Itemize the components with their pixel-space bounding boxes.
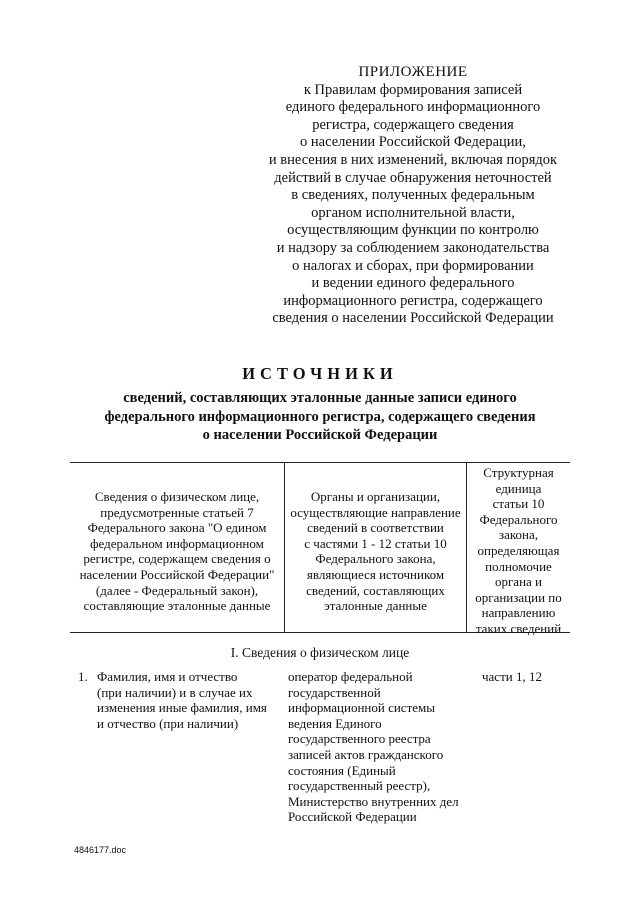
header-line: составляющие эталонные данные xyxy=(83,598,271,614)
header-line: сведений, составляющих xyxy=(306,582,445,598)
header-line: закона, xyxy=(498,527,539,543)
cell-line: ведения Единого xyxy=(288,715,382,731)
appendix-line: о населении Российской Федерации, xyxy=(300,134,526,151)
cell-line: Министерство внутренних дел xyxy=(288,793,459,809)
subtitle-line: о населении Российской Федерации xyxy=(202,427,438,443)
cell-line: состояния (Единый xyxy=(288,762,396,778)
row-info xyxy=(97,669,282,731)
cell-line: оператор федеральной xyxy=(288,669,413,684)
appendix-block xyxy=(246,64,580,328)
cell-line: (при наличии) и в случае их xyxy=(97,684,253,700)
header-line: Федерального закона "О едином xyxy=(87,520,267,536)
header-line: (далее - Федеральный закон), xyxy=(95,582,259,598)
header-line: осуществляющие направление xyxy=(290,504,461,520)
appendix-line: органом исполнительной власти, xyxy=(311,204,515,221)
appendix-line: информационного регистра, содержащего xyxy=(283,292,543,309)
column-header-info xyxy=(70,489,284,614)
cell-line: государственный реестр), xyxy=(288,778,431,794)
cell-line: Фамилия, имя и отчество xyxy=(97,669,238,684)
header-line: определяющая xyxy=(477,542,560,558)
appendix-line: осуществляющим функции по контролю xyxy=(287,222,539,239)
table-top-rule xyxy=(70,462,570,463)
header-line: с частями 1 - 12 статьи 10 xyxy=(304,535,447,551)
appendix-line: в сведениях, полученных федеральным xyxy=(291,187,535,204)
header-line: эталонные данные xyxy=(324,598,427,614)
header-line: таких сведений xyxy=(475,620,562,636)
header-line: Федерального xyxy=(479,511,558,527)
header-line: регистре, содержащем сведения о xyxy=(83,551,271,567)
cell-line: и отчество (при наличии) xyxy=(97,715,239,731)
header-line: направлению xyxy=(481,605,556,621)
header-line: федеральном информационном xyxy=(90,535,264,551)
appendix-line: и ведении единого федерального xyxy=(311,275,515,292)
subtitle-line: федерального информационного регистра, содержащего сведения xyxy=(104,408,536,425)
row-number: 1. xyxy=(78,669,88,684)
section-title: I. Сведения о физическом лице xyxy=(230,645,410,660)
header-line: организации по xyxy=(475,589,562,605)
header-line: Органы и организации, xyxy=(310,489,441,504)
appendix-title: ПРИЛОЖЕНИЕ xyxy=(358,64,468,80)
appendix-line: действий в случае обнаружения неточностей xyxy=(274,169,552,186)
cell-line: изменения иные фамилия, имя xyxy=(97,700,267,716)
cell-line: Российской Федерации xyxy=(288,809,417,825)
document-subtitle xyxy=(70,389,570,445)
document-id: 4846177.doc xyxy=(74,845,127,855)
column-header-organs xyxy=(285,489,466,614)
appendix-line: о налогах и сборах, при формировании xyxy=(292,257,534,274)
header-line: единица xyxy=(495,480,542,496)
appendix-line: регистра, содержащего сведения xyxy=(312,116,514,133)
cell-line: государственной xyxy=(288,684,381,700)
header-line: являющиеся источником xyxy=(306,566,445,582)
appendix-line: и внесения в них изменений, включая порядок xyxy=(268,151,558,168)
header-line: органа и xyxy=(494,574,543,590)
header-line: статьи 10 xyxy=(492,496,545,512)
row-unit: части 1, 12 xyxy=(482,669,542,684)
cell-line: записей актов гражданского xyxy=(288,746,444,762)
header-line: Федерального закона, xyxy=(315,551,436,567)
row-organ xyxy=(288,669,466,825)
cell-line: информационной системы xyxy=(288,700,435,716)
appendix-line: единого федерального информационного xyxy=(285,99,541,116)
document-title: ИСТОЧНИКИ xyxy=(242,364,398,383)
column-header-unit xyxy=(467,465,570,637)
header-line: Структурная xyxy=(483,465,554,480)
appendix-line: и надзору за соблюдением законодательства xyxy=(276,239,550,256)
header-line: Сведения о физическом лице, xyxy=(94,489,260,504)
cell-line: государственного реестра xyxy=(288,731,431,747)
header-line: предусмотренные статьей 7 xyxy=(100,504,254,520)
appendix-line: сведения о населении Российской Федерации xyxy=(272,310,554,327)
header-line: полномочие xyxy=(485,558,552,574)
header-line: населении Российской Федерации" xyxy=(79,566,275,582)
appendix-line: к Правилам формирования записей xyxy=(303,81,523,98)
header-line: сведений в соответствии xyxy=(307,520,444,536)
subtitle-line: сведений, составляющих эталонные данные записи единого xyxy=(123,390,517,406)
